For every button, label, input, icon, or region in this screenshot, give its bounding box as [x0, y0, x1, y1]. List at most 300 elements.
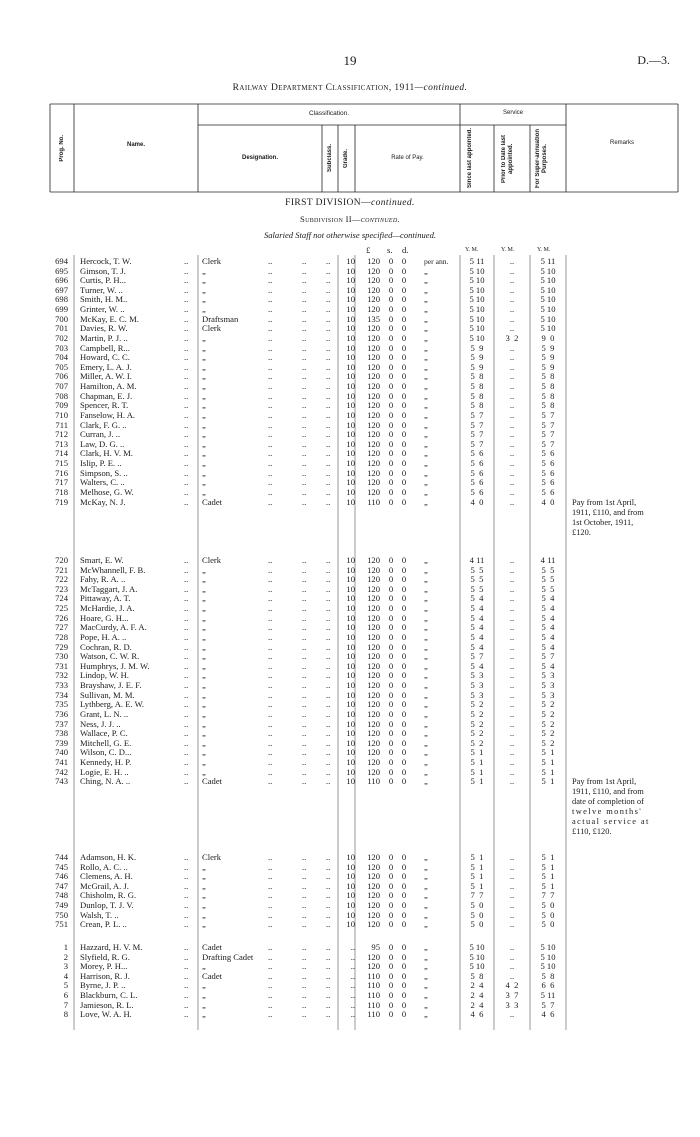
prog-no: 746 [55, 871, 68, 882]
pay-pence: 0 [401, 304, 407, 315]
service-prior: .. [509, 390, 515, 401]
staff-name: Jamieson, R. L. [80, 999, 134, 1010]
pay-shillings: 0 [388, 641, 394, 652]
name-leader: .. [184, 352, 189, 363]
designation-leader: .. [268, 670, 273, 681]
pay-period: „ [424, 670, 428, 681]
pay-shillings: 0 [388, 467, 394, 478]
subclass-value: .. [326, 670, 331, 681]
staff-name: Turner, W. .. [80, 284, 123, 295]
staff-name: Hamilton, A. M. [80, 381, 137, 392]
designation-leader: .. [302, 313, 307, 324]
prog-no: 715 [55, 458, 68, 469]
service-superannuation: 5 7 [541, 409, 555, 420]
pay-shillings: 0 [388, 409, 394, 420]
pay-pence: 0 [401, 890, 407, 901]
pay-shillings: 0 [388, 400, 394, 411]
designation-leader: .. [268, 728, 273, 739]
pay-pence: 0 [401, 361, 407, 372]
subclass-value: .. [326, 313, 331, 324]
subclass-value: .. [326, 265, 331, 276]
designation-leader: .. [302, 332, 307, 343]
service-superannuation: 5 4 [541, 641, 555, 652]
prog-no: 720 [55, 555, 68, 565]
pay-period: „ [424, 660, 428, 671]
pay-shillings: 0 [388, 909, 394, 920]
pay-shillings: 0 [388, 564, 394, 575]
grade-value: 10 [346, 641, 355, 652]
name-leader: .. [184, 583, 189, 594]
pay-pence: 0 [401, 496, 407, 507]
service-superannuation: 4 6 [541, 1009, 555, 1020]
name-leader: .. [184, 574, 189, 585]
service-prior: .. [509, 256, 515, 266]
pay-shillings: 0 [388, 1009, 394, 1020]
pay-pence: 0 [401, 951, 407, 962]
service-prior: .. [509, 564, 515, 575]
name-leader: .. [184, 776, 189, 787]
subclass-value: .. [326, 708, 331, 719]
name-leader: .. [184, 660, 189, 671]
pay-shillings: 0 [388, 448, 394, 459]
name-leader: .. [184, 861, 189, 872]
pay-pence: 0 [401, 660, 407, 671]
grade-value: .. [350, 1009, 355, 1020]
subclass-value: .. [326, 660, 331, 671]
pay-pence: 0 [401, 477, 407, 488]
service-prior: .. [509, 670, 515, 681]
pay-pence: 0 [401, 564, 407, 575]
pay-pounds: 120 [367, 670, 380, 681]
service-prior: .. [509, 961, 515, 972]
service-since-last: 5 3 [470, 689, 484, 700]
name-leader: .. [184, 622, 189, 633]
service-prior: .. [509, 361, 515, 372]
service-since-last: 5 4 [470, 641, 484, 652]
prog-no: 721 [55, 564, 68, 575]
name-leader: .. [184, 728, 189, 739]
subclass-value: .. [326, 776, 331, 787]
grade-value: 10 [346, 699, 355, 710]
designation: „ [202, 670, 206, 681]
staff-name: Walters, C. .. [80, 477, 125, 488]
subclass-value: .. [326, 371, 331, 382]
service-prior: .. [509, 448, 515, 459]
service-prior: .. [509, 583, 515, 594]
service-superannuation: 5 7 [541, 651, 555, 662]
grade-value: 10 [346, 583, 355, 594]
service-since-last: 5 6 [470, 486, 484, 497]
pay-pence: 0 [401, 900, 407, 911]
staff-name: Clark, F. G. .. [80, 419, 127, 430]
subclass-value: .. [326, 689, 331, 700]
pay-pounds: 120 [367, 381, 380, 392]
service-superannuation: 5 4 [541, 631, 555, 642]
designation-leader: .. [268, 641, 273, 652]
designation-leader: .. [268, 371, 273, 382]
prog-no: 728 [55, 631, 68, 642]
service-superannuation: 5 5 [541, 574, 555, 585]
designation-leader: .. [302, 942, 307, 952]
name-leader: .. [184, 942, 189, 952]
designation-leader: .. [302, 999, 307, 1010]
pay-period: „ [424, 631, 428, 642]
service-prior: .. [509, 593, 515, 604]
service-since-last: 5 9 [470, 352, 484, 363]
pay-pence: 0 [401, 871, 407, 882]
name-leader: .. [184, 871, 189, 882]
subclass-value: .. [326, 871, 331, 882]
staff-name: Morey, P. H... [80, 961, 128, 972]
pay-period: „ [424, 980, 428, 991]
pay-pence: 0 [401, 852, 407, 862]
subclass-value: .. [326, 486, 331, 497]
prog-no: 708 [55, 390, 68, 401]
name-leader: .. [184, 641, 189, 652]
header-prior [494, 125, 530, 192]
service-since-last: 5 10 [469, 332, 485, 343]
subclass-value: .. [326, 564, 331, 575]
service-since-last: 5 10 [469, 275, 485, 286]
service-superannuation: 5 10 [540, 323, 556, 334]
grade-value: 10 [346, 852, 355, 862]
grade-value: 10 [346, 880, 355, 891]
designation-leader: .. [268, 919, 273, 930]
service-prior: .. [509, 641, 515, 652]
service-prior: .. [509, 409, 515, 420]
designation-leader: .. [302, 458, 307, 469]
service-since-last: 5 3 [470, 680, 484, 691]
designation-leader: .. [268, 612, 273, 623]
pay-pence: 0 [401, 275, 407, 286]
subclass-value: .. [326, 852, 331, 862]
prog-no: 732 [55, 670, 68, 681]
designation: „ [202, 622, 206, 633]
staff-name: Humphrys, J. M. W. [80, 660, 150, 671]
grade-value: 10 [346, 900, 355, 911]
pay-period: „ [424, 448, 428, 459]
name-leader: .. [184, 631, 189, 642]
grade-value: 10 [346, 680, 355, 691]
subclass-value: .. [326, 651, 331, 662]
prog-no: 730 [55, 651, 68, 662]
pay-period: „ [424, 852, 428, 862]
pay-period: „ [424, 323, 428, 334]
grade-value: 10 [346, 390, 355, 401]
subclass-value: .. [326, 1009, 331, 1020]
service-since-last: 5 1 [470, 852, 484, 862]
pay-period: „ [424, 708, 428, 719]
grade-value: 10 [346, 766, 355, 777]
pay-pence: 0 [401, 593, 407, 604]
pay-pence: 0 [401, 737, 407, 748]
pay-pounds: 120 [367, 890, 380, 901]
designation-leader: .. [302, 660, 307, 671]
designation: „ [202, 467, 206, 478]
service-since-last: 5 6 [470, 477, 484, 488]
header-prog-no [50, 104, 74, 192]
service-prior: .. [509, 631, 515, 642]
pay-period: „ [424, 555, 428, 565]
prog-no: 2 [63, 951, 68, 962]
designation-leader: .. [268, 265, 273, 276]
staff-name: Curran, J. .. [80, 429, 121, 440]
pay-period: „ [424, 477, 428, 488]
designation-leader: .. [302, 612, 307, 623]
designation-leader: .. [268, 942, 273, 952]
subclass-value: .. [326, 641, 331, 652]
pay-pounds: 120 [367, 689, 380, 700]
service-since-last: 5 2 [470, 699, 484, 710]
staff-name: Melhose, G. W. [80, 486, 134, 497]
designation: Clerk [202, 852, 222, 862]
pay-pounds: 120 [367, 919, 380, 930]
pay-pounds: 120 [367, 680, 380, 691]
service-since-last: 5 5 [470, 574, 484, 585]
designation-leader: .. [268, 776, 273, 787]
subclass-value: .. [326, 467, 331, 478]
pay-pence: 0 [401, 574, 407, 585]
service-prior: .. [509, 294, 515, 305]
designation: „ [202, 1009, 206, 1020]
staff-name: Walsh, T. .. [80, 909, 119, 920]
service-prior: .. [509, 603, 515, 614]
pay-shillings: 0 [388, 718, 394, 729]
service-prior: .. [509, 651, 515, 662]
name-leader: .. [184, 890, 189, 901]
staff-name: Ness, J. J. .. [80, 718, 121, 729]
header-name: Name. [126, 142, 145, 148]
staff-name: Adamson, H. K. [80, 852, 137, 862]
pay-pence: 0 [401, 342, 407, 353]
designation: „ [202, 737, 206, 748]
designation: „ [202, 603, 206, 614]
service-prior: .. [509, 909, 515, 920]
subclass-value: .. [326, 342, 331, 353]
staff-name: Dunlop, T. J. V. [80, 900, 134, 911]
service-prior: .. [509, 951, 515, 962]
prog-no: 735 [55, 699, 68, 710]
service-prior: .. [509, 381, 515, 392]
pay-pounds: 120 [367, 861, 380, 872]
designation-leader: .. [302, 419, 307, 430]
service-superannuation: 5 4 [541, 660, 555, 671]
pay-shillings: 0 [388, 970, 394, 981]
pay-pence: 0 [401, 961, 407, 972]
staff-name: Slyfield, R. G. [80, 951, 130, 962]
service-superannuation: 5 3 [541, 670, 555, 681]
remark-line: Pay from 1st April, [572, 777, 637, 787]
service-prior: .. [509, 757, 515, 768]
name-leader: .. [184, 265, 189, 276]
pay-pounds: 120 [367, 332, 380, 343]
pay-period: „ [424, 942, 428, 952]
designation: „ [202, 352, 206, 363]
pay-pence: 0 [401, 381, 407, 392]
pay-period: „ [424, 728, 428, 739]
designation-leader: .. [302, 622, 307, 633]
designation-leader: .. [268, 342, 273, 353]
header-designation: Designation. [241, 155, 278, 161]
pay-period: „ [424, 699, 428, 710]
prog-no: 698 [55, 294, 68, 305]
name-leader: .. [184, 419, 189, 430]
pay-period: „ [424, 890, 428, 901]
service-prior: .. [509, 342, 515, 353]
pay-period: „ [424, 332, 428, 343]
service-superannuation: 5 4 [541, 622, 555, 633]
designation-leader: .. [302, 429, 307, 440]
service-superannuation: 5 10 [540, 294, 556, 305]
grade-value: .. [350, 951, 355, 962]
pay-period: „ [424, 304, 428, 315]
header-service: Service [502, 110, 523, 116]
remark-line: £110, £120. [572, 827, 612, 837]
prog-no: 707 [55, 381, 68, 392]
header-superannuation [530, 125, 566, 192]
staff-name: Wallace, P. C. [80, 728, 128, 739]
pay-period: „ [424, 718, 428, 729]
pay-pence: 0 [401, 486, 407, 497]
pay-pence: 0 [401, 708, 407, 719]
designation-leader: .. [302, 409, 307, 420]
service-superannuation: 5 0 [541, 919, 555, 930]
pay-pounds: 110 [367, 496, 380, 507]
pay-shillings: 0 [388, 708, 394, 719]
service-superannuation: 5 11 [540, 256, 556, 266]
subclass-value: .. [326, 323, 331, 334]
pay-period: „ [424, 313, 428, 324]
pay-pounds: 120 [367, 294, 380, 305]
designation-leader: .. [268, 381, 273, 392]
subclass-value: .. [326, 861, 331, 872]
designation-leader: .. [302, 737, 307, 748]
service-since-last: 5 2 [470, 737, 484, 748]
header-subclass [322, 125, 338, 192]
name-leader: .. [184, 593, 189, 604]
service-since-last: 5 6 [470, 448, 484, 459]
grade-value: 10 [346, 871, 355, 882]
name-leader: .. [184, 880, 189, 891]
name-leader: .. [184, 699, 189, 710]
grade-value: 10 [346, 890, 355, 901]
subclass-value: .. [326, 990, 331, 1001]
grade-value: 10 [346, 919, 355, 930]
name-leader: .. [184, 603, 189, 614]
designation: „ [202, 651, 206, 662]
staff-name: Curtis, P. H... [80, 275, 127, 286]
grade-value: 10 [346, 352, 355, 363]
service-superannuation: 5 2 [541, 708, 555, 719]
designation: „ [202, 583, 206, 594]
subclass-value: .. [326, 942, 331, 952]
pay-pounds: 120 [367, 409, 380, 420]
pay-shillings: 0 [388, 583, 394, 594]
prog-no: 701 [55, 323, 68, 334]
pay-pounds: 110 [367, 970, 380, 981]
prog-no: 724 [55, 593, 68, 604]
subclass-value: .. [326, 400, 331, 411]
designation-leader: .. [268, 294, 273, 305]
service-prior: .. [509, 747, 515, 758]
pay-pounds: 120 [367, 737, 380, 748]
service-superannuation: 4 11 [540, 555, 556, 565]
name-leader: .. [184, 919, 189, 930]
prog-no: 747 [55, 880, 68, 891]
grade-value: 10 [346, 429, 355, 440]
grade-value: 10 [346, 660, 355, 671]
prog-no: 6 [63, 990, 68, 1001]
service-superannuation: 5 3 [541, 680, 555, 691]
staff-name: Ching, N. A. .. [80, 776, 131, 787]
name-leader: .. [184, 390, 189, 401]
designation-leader: .. [268, 467, 273, 478]
prog-no: 696 [55, 275, 68, 286]
designation: „ [202, 612, 206, 623]
service-prior: .. [509, 400, 515, 411]
subclass-value: .. [326, 458, 331, 469]
unit-pounds: £ [366, 245, 371, 255]
unit-pence: d. [402, 245, 409, 255]
designation-leader: .. [268, 332, 273, 343]
service-superannuation: 5 10 [540, 961, 556, 972]
designation-leader: .. [268, 438, 273, 449]
service-superannuation: 5 8 [541, 390, 555, 401]
pay-period: „ [424, 458, 428, 469]
subclass-value: .. [326, 256, 331, 266]
pay-shillings: 0 [388, 458, 394, 469]
unit-shillings: s. [387, 245, 393, 255]
name-leader: .. [184, 852, 189, 862]
service-superannuation: 5 7 [541, 438, 555, 449]
pay-shillings: 0 [388, 256, 394, 266]
pay-pence: 0 [401, 323, 407, 334]
grade-value: 10 [346, 670, 355, 681]
designation: „ [202, 332, 206, 343]
pay-period: „ [424, 766, 428, 777]
subclass-value: .. [326, 593, 331, 604]
designation: „ [202, 361, 206, 372]
pay-shillings: 0 [388, 332, 394, 343]
grade-value: 10 [346, 438, 355, 449]
grade-value: .. [350, 990, 355, 1001]
pay-shillings: 0 [388, 371, 394, 382]
designation-leader: .. [268, 564, 273, 575]
service-prior: 3 2 [505, 332, 519, 343]
subclass-value: .. [326, 275, 331, 286]
pay-shillings: 0 [388, 651, 394, 662]
pay-period: „ [424, 284, 428, 295]
pay-shillings: 0 [388, 284, 394, 295]
pay-pounds: 120 [367, 900, 380, 911]
service-since-last: 5 4 [470, 593, 484, 604]
service-prior: .. [509, 458, 515, 469]
pay-pounds: 120 [367, 603, 380, 614]
name-leader: .. [184, 612, 189, 623]
designation: „ [202, 419, 206, 430]
pay-pence: 0 [401, 670, 407, 681]
pay-period: „ [424, 583, 428, 594]
prog-no: 3 [63, 961, 68, 972]
staff-name: Byrne, J. P. .. [80, 980, 126, 991]
grade-value: 10 [346, 342, 355, 353]
prog-no: 699 [55, 304, 68, 315]
pay-period: „ [424, 919, 428, 930]
staff-name: Grinter, W. .. [80, 304, 125, 315]
subclass-value: .. [326, 890, 331, 901]
name-leader: .. [184, 747, 189, 758]
grade-value: 10 [346, 861, 355, 872]
